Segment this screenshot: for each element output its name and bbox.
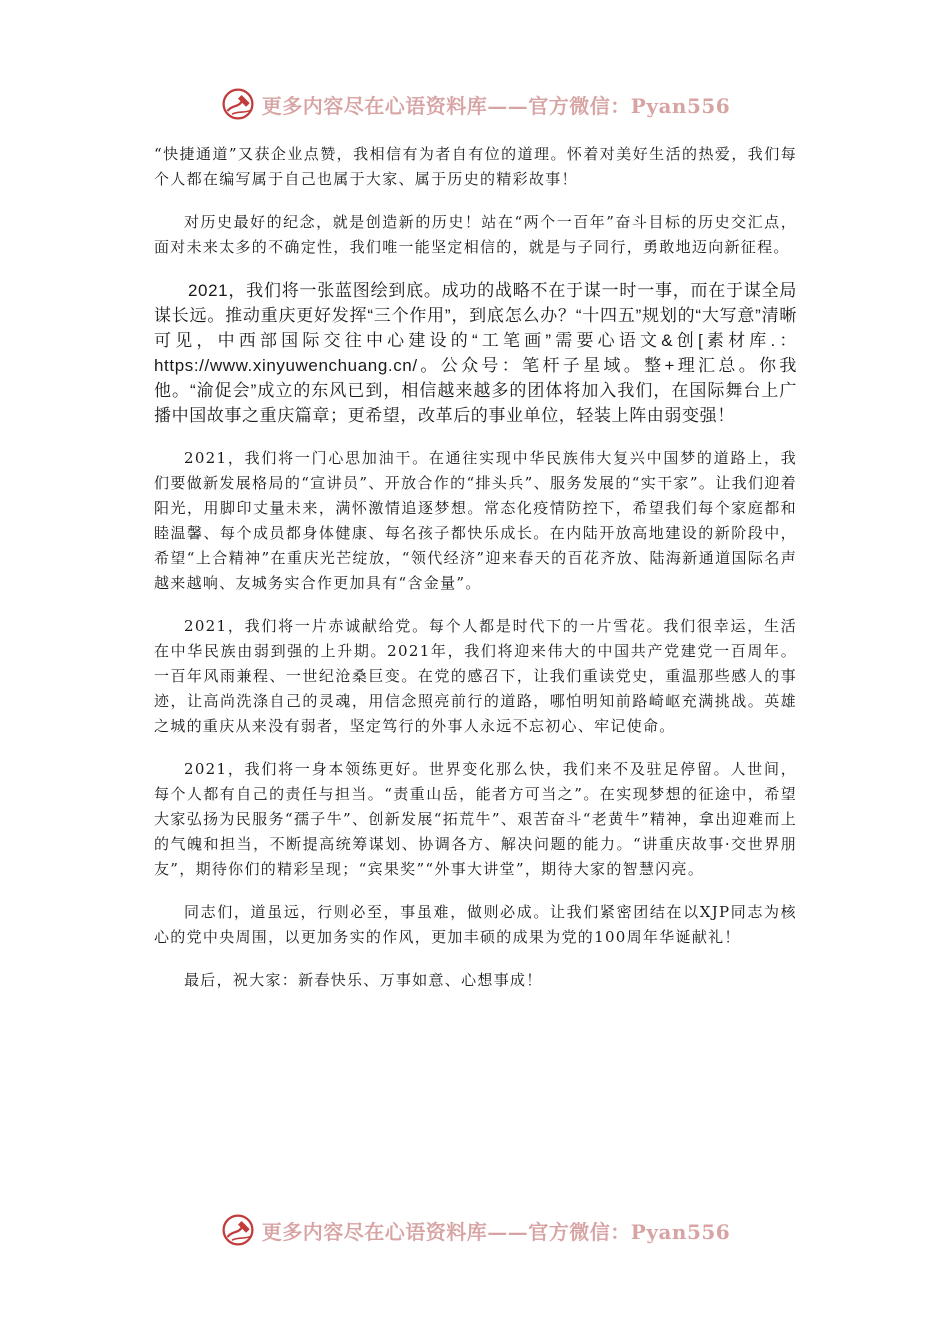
- paragraph: 2021，我们将一张蓝图绘到底。成功的战略不在于谋一时一事，而在于谋全局谋长远。推动重庆更好发挥“三个作用”，到底怎么办？“十四五”规划的“大写意”清晰可见，中西部国际交往中心建设的“工笔画”需要心语文&创[素材库.：https://www.xinyuwenchuang.cn/。公众号：笔杆子星域。整+理汇总。你我他。“渝促会”成立的东风已到，相信越来越多的团体将加入我们，在国际舞台上广播中国故事之重庆篇章；更希望，改革后的事业单位，轻装上阵由弱变强！: [154, 281, 797, 425]
- pen-signature-icon: [220, 1212, 256, 1248]
- footer-banner-text: 更多内容尽在心语资料库——官方微信：Pyan556: [261, 1219, 731, 1244]
- pen-signature-icon: [220, 86, 256, 122]
- paragraph: 同志们，道虽远，行则必至，事虽难，做则必成。让我们紧密团结在以XJP同志为核心的党中央周围，以更加务实的作风，更加丰硕的成果为党的100周年华诞献礼！: [154, 903, 797, 946]
- header-banner-text: 更多内容尽在心语资料库——官方微信：Pyan556: [261, 93, 731, 118]
- paragraph: 2021，我们将一片赤诚献给党。每个人都是时代下的一片雪花。我们很幸运，生活在中华民族由弱到强的上升期。2021年，我们将迎来伟大的中国共产党建党一百周年。一百年风雨兼程、一世纪沧桑巨变。在党的感召下，让我们重读党史，重温那些感人的事迹，让高尚洗涤自己的灵魂，用信念照亮前行的道路，哪怕明知前路崎岖充满挑战。英雄之城的重庆从来没有弱者，坚定笃行的外事人永远不忘初心、牢记使命。: [154, 617, 797, 735]
- paragraph: 2021，我们将一身本领练更好。世界变化那么快，我们来不及驻足停留。人世间，每个人都有自己的责任与担当。“责重山岳，能者方可当之”。在实现梦想的征途中，希望大家弘扬为民服务“孺子牛”、创新发展“拓荒牛”、艰苦奋斗“老黄牛”精神，拿出迎难而上的气魄和担当，不断提高统筹谋划、协调各方、解决问题的能力。“讲重庆故事·交世界朋友”，期待你们的精彩呈现；“宾果奖”“外事大讲堂”，期待大家的智慧闪亮。: [154, 760, 797, 878]
- paragraph: 2021，我们将一门心思加油干。在通往实现中华民族伟大复兴中国梦的道路上，我们要做新发展格局的“宣讲员”、开放合作的“排头兵”、服务发展的“实干家”。让我们迎着阳光，用脚印丈量未来，满怀激情追逐梦想。常态化疫情防控下，希望我们每个家庭都和睦温馨、每个成员都身体健康、每名孩子都快乐成长。在内陆开放高地建设的新阶段中，希望“上合精神”在重庆光芒绽放，“领代经济”迎来春天的百花齐放、陆海新通道国际名声越来越响、友城务实合作更加具有“含金量”。: [154, 449, 797, 592]
- closing-paragraph: 最后，祝大家：新春快乐、万事如意、心想事成！: [184, 971, 543, 989]
- paragraph: “快捷通道”又获企业点赞，我相信有为者自有位的道理。怀着对美好生活的热爱，我们每个人都在编写属于自己也属于大家、属于历史的精彩故事！: [154, 145, 797, 188]
- footer-banner: [0, 1210, 950, 1250]
- header-banner: [0, 84, 950, 124]
- paragraph: 对历史最好的纪念，就是创造新的历史！站在“两个一百年”奋斗目标的历史交汇点，面对未来太多的不确定性，我们唯一能坚定相信的，就是与子同行，勇敢地迈向新征程。: [154, 213, 797, 256]
- document-body: [154, 142, 797, 993]
